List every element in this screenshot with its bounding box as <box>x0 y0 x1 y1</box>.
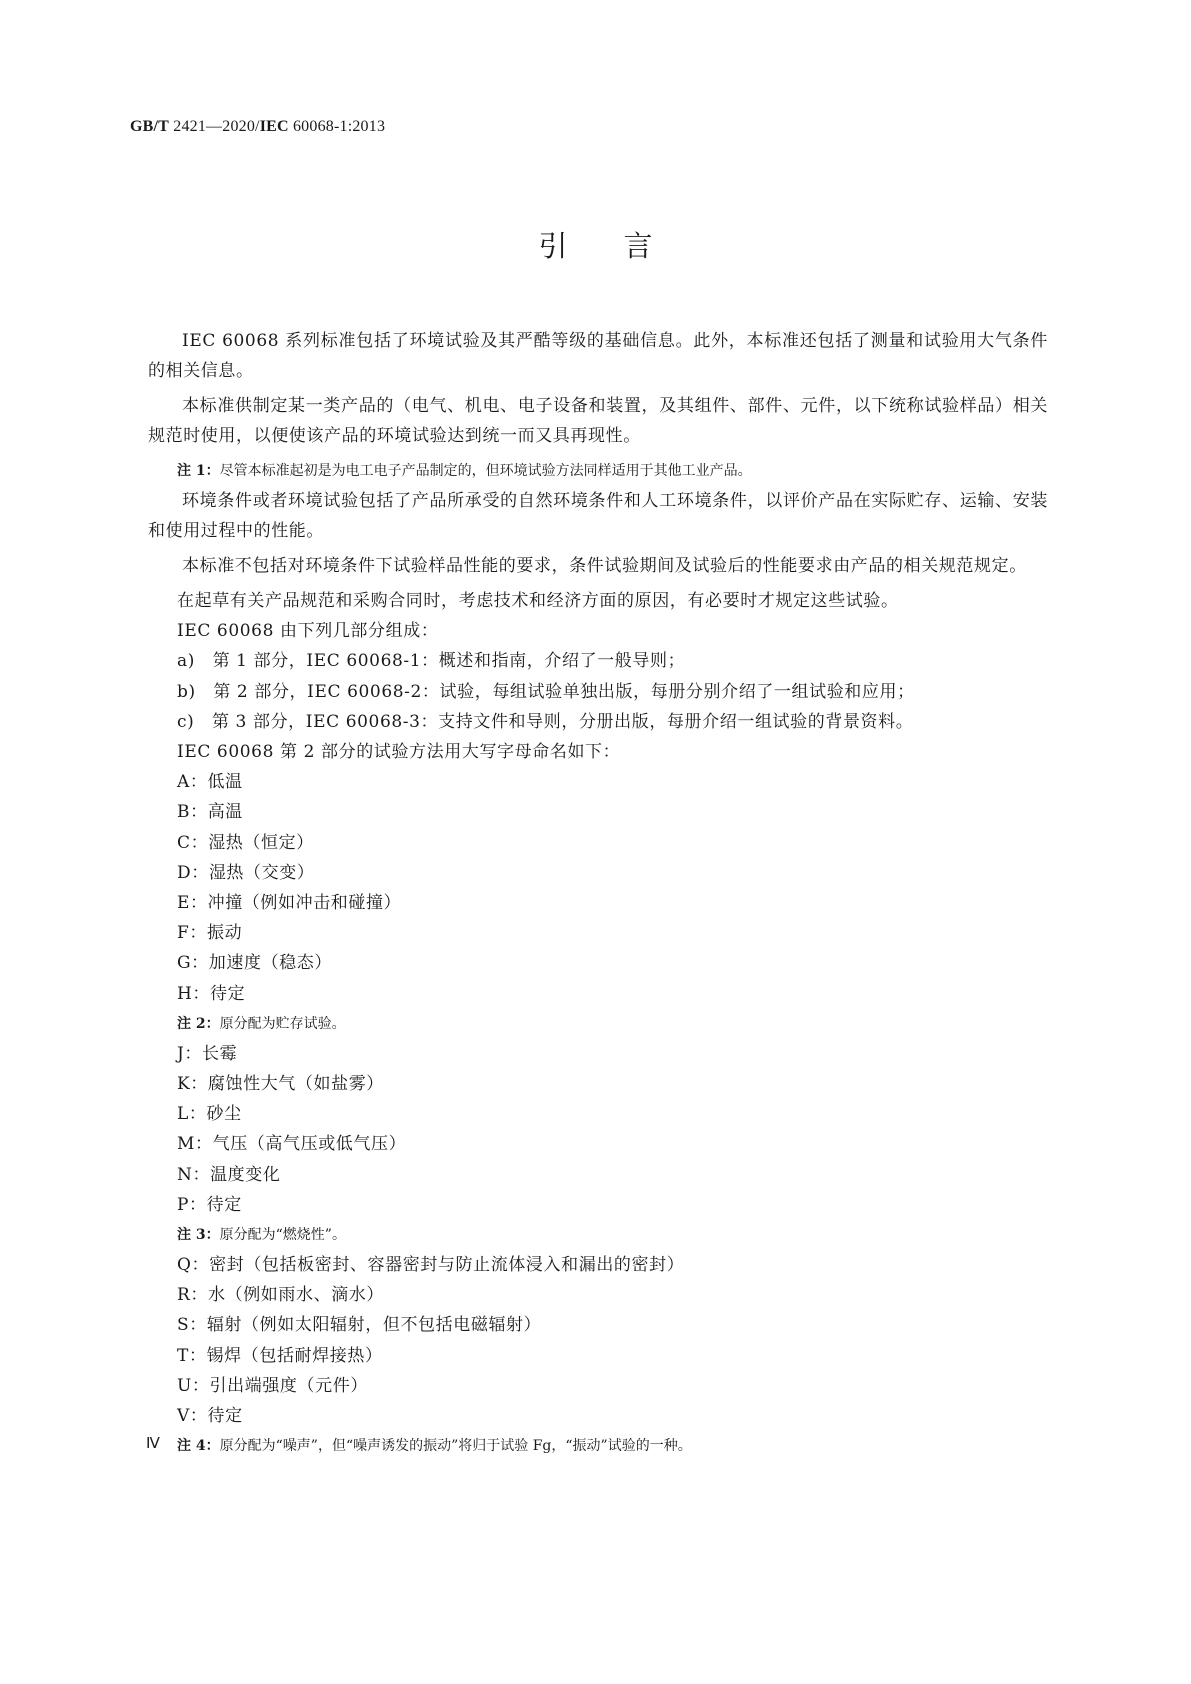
note-label: 注 3： <box>177 1227 220 1244</box>
test-item: N：温度变化 <box>177 1164 281 1185</box>
doc-number: 2421—2020/ <box>169 118 260 135</box>
test-item: R：水（例如雨水、滴水） <box>177 1285 384 1306</box>
test-item: D：湿热（交变） <box>177 862 315 883</box>
test-item: U：引出端强度（元件） <box>177 1375 368 1396</box>
note-label: 注 4： <box>177 1438 220 1455</box>
paragraph: 本标准不包括对环境条件下试验样品性能的要求，条件试验期间及试验后的性能要求由产品的相关规范规定。 <box>182 556 1027 576</box>
test-item: H：待定 <box>177 983 246 1004</box>
paragraph: 本标准供制定某一类产品的（电气、机电、电子设备和装置，及其组件、部件、元件，以下统称试验样品）相关规范时使用，以便使该产品的环境试验达到统一而又具再现性。 <box>148 396 1048 446</box>
paragraph: 环境条件或者环境试验包括了产品所承受的自然环境条件和人工环境条件，以评价产品在实际贮存、运输、安装和使用过程中的性能。 <box>148 491 1048 541</box>
test-item: M：气压（高气压或低气压） <box>177 1134 407 1155</box>
list-item: c) 第 3 部分，IEC 60068-3：支持文件和导则，分册出版，每册介绍一组试验的背景资料。 <box>177 711 914 732</box>
page-number: Ⅳ <box>146 1436 160 1452</box>
note <box>148 1009 1048 1039</box>
test-item: L：砂尘 <box>177 1104 242 1125</box>
test-item: P：待定 <box>177 1194 242 1215</box>
text-line: IEC 60068 由下列几部分组成： <box>177 621 439 642</box>
text-line: IEC 60068 第 2 部分的试验方法用大写字母命名如下： <box>177 742 621 763</box>
document-identifier <box>130 118 385 136</box>
note-text: 原分配为“燃烧性”。 <box>219 1227 346 1244</box>
list-item: a) 第 1 部分，IEC 60068-1：概述和指南，介绍了一般导则； <box>177 651 686 672</box>
note-label: 注 2： <box>177 1015 220 1032</box>
note <box>148 456 1048 486</box>
text-line: 在起草有关产品规范和采购合同时，考虑技术和经济方面的原因，有必要时才规定这些试验。 <box>177 591 899 611</box>
note <box>148 1431 1048 1461</box>
doc-iec-number: 60068-1:2013 <box>288 118 386 135</box>
paragraph: IEC 60068 系列标准包括了环境试验及其严酷等级的基础信息。此外，本标准还包括了测量和试验用大气条件的相关信息。 <box>148 331 1048 381</box>
doc-prefix: GB/T <box>130 118 170 135</box>
note <box>148 1220 1048 1250</box>
test-item: Q：密封（包括板密封、容器密封与防止流体浸入和漏出的密封） <box>177 1255 685 1276</box>
test-item: C：湿热（恒定） <box>177 832 314 853</box>
test-item: J：长霉 <box>177 1043 238 1064</box>
body-content <box>148 326 1048 1461</box>
note-text: 原分配为贮存试验。 <box>219 1015 346 1032</box>
note-text: 原分配为“噪声”，但“噪声诱发的振动”将归于试验 Fg，“振动”试验的一种。 <box>219 1438 692 1455</box>
note-text: 尽管本标准起初是为电工电子产品制定的，但环境试验方法同样适用于其他工业产品。 <box>219 463 752 479</box>
test-item: B：高温 <box>177 802 243 823</box>
test-item: E：冲撞（例如冲击和碰撞） <box>177 893 402 914</box>
list-item: b) 第 2 部分，IEC 60068-2：试验，每组试验单独出版，每册分别介绍了一组试验和应用； <box>177 681 915 702</box>
test-item: T：锡焊（包括耐焊接热） <box>177 1345 383 1366</box>
test-item: S：辐射（例如太阳辐射，但不包括电磁辐射） <box>177 1315 542 1336</box>
doc-iec: IEC <box>259 118 289 135</box>
page-title: 引言 <box>538 229 709 263</box>
test-item: G：加速度（稳态） <box>177 953 332 974</box>
test-item: F：振动 <box>177 923 243 944</box>
test-item: A：低温 <box>177 772 243 793</box>
note-label: 注 1： <box>177 463 220 479</box>
test-item: K：腐蚀性大气（如盐雾） <box>177 1074 384 1095</box>
test-item: V：待定 <box>177 1406 243 1427</box>
